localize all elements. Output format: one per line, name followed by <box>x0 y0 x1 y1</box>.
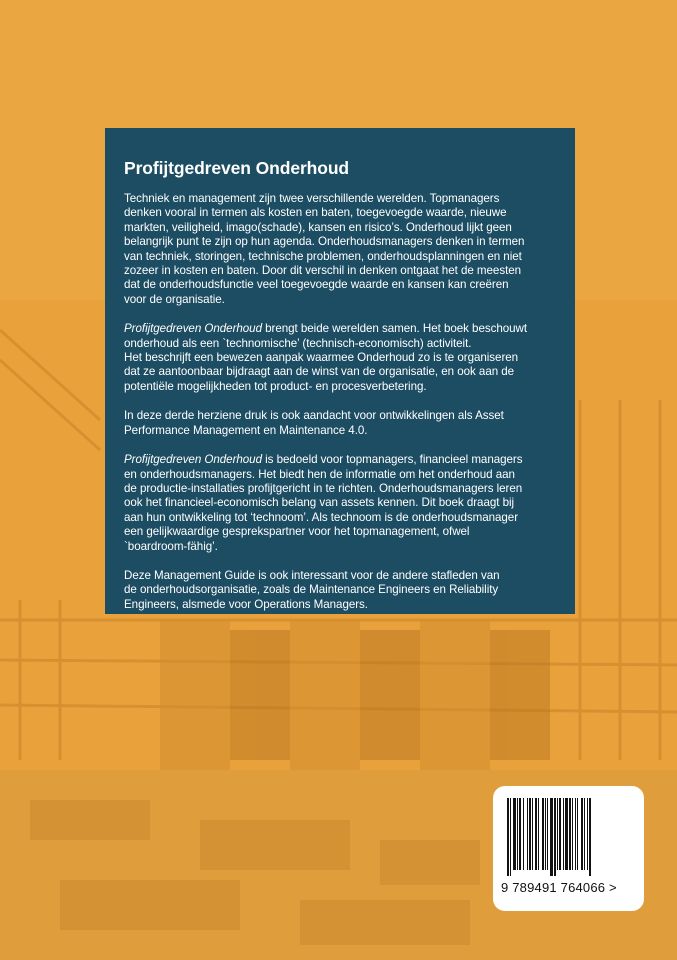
text-line: belangrijk punt te zijn op hun agenda. Onderhoudsmanagers denken in termen <box>124 235 525 249</box>
barcode-bar <box>565 798 568 870</box>
barcode-bars <box>493 786 644 886</box>
isbn-barcode <box>493 786 644 911</box>
isbn-number: 9 789491 764066 > <box>501 880 617 895</box>
text-line: zozeer in kosten en baten. Door dit verschil in denken ontgaat het de meesten <box>124 264 522 278</box>
paragraph-audience <box>124 453 559 554</box>
barcode-bar <box>589 798 591 876</box>
barcode-bar <box>538 798 539 870</box>
barcode-bar <box>532 798 533 870</box>
text-line: de productie-installaties profijtgericht in te richten. Onderhoudsmanagers leren <box>124 481 523 495</box>
barcode-bar <box>529 798 531 870</box>
text-line: van techniek, storingen, technische problemen, onderhoudsplanningen en niet <box>124 249 522 263</box>
book-title: Profijtgedreven Onderhoud <box>124 158 350 178</box>
barcode-bar <box>557 798 558 870</box>
paragraph-intro <box>124 192 559 307</box>
text-line: potentiële mogelijkheden tot product- en procesverbetering. <box>124 379 427 393</box>
italic-book-title: Profijtgedreven Onderhoud <box>124 322 262 336</box>
text-line: Het beschrijft een bewezen aanpak waarmee Onderhoud zo is te organiseren <box>124 351 519 365</box>
barcode-bar <box>554 798 556 876</box>
text-fragment: is bedoeld voor topmanagers, financieel managers <box>261 453 523 467</box>
barcode-bar <box>513 798 516 870</box>
barcode-bar <box>575 798 576 870</box>
text-line: en onderhoudsmanagers. Het biedt hen de informatie om het onderhoud aan <box>124 467 515 481</box>
barcode-bar <box>587 798 588 870</box>
barcode-bar <box>572 798 573 870</box>
text-line: Performance Management en Maintenance 4.0. <box>124 423 368 437</box>
text-line: dat ze aantoonbaar bijdraagt aan de winst van de organisatie, en ook aan de <box>124 365 515 379</box>
barcode-bar <box>545 798 546 870</box>
paragraph-management-guide <box>124 569 559 612</box>
text-line: denken vooral in termen als kosten en baten, toegevoegde waarde, nieuwe <box>124 206 507 220</box>
italic-book-title: Profijtgedreven Onderhoud <box>124 453 262 467</box>
text-line: Engineers, alsmede voor Operations Managers. <box>124 597 368 611</box>
text-line: Deze Management Guide is ook interessant voor de andere stafleden van <box>124 568 500 582</box>
text-line: In deze derde herziene druk is ook aandacht voor ontwikkelingen als Asset <box>124 409 504 423</box>
text-line: voor de organisatie. <box>124 292 225 306</box>
barcode-bar <box>581 798 583 870</box>
text-line: dat de onderhoudsfunctie veel toegevoegde waarde en kansen kan creëren <box>124 278 509 292</box>
barcode-bar <box>542 798 544 870</box>
barcode-bar <box>535 798 537 870</box>
barcode-bar <box>507 798 509 876</box>
text-line: de onderhoudsorganisatie, zoals de Maintenance Engineers en Reliability <box>124 583 499 597</box>
barcode-bar <box>584 798 585 870</box>
barcode-bar <box>563 798 564 870</box>
text-line: markten, veiligheid, imago(schade), kansen en risico’s. Onderhoud lijkt geen <box>124 220 512 234</box>
barcode-bar <box>523 798 524 870</box>
barcode-bar <box>519 798 521 870</box>
text-line: `boardroom-fähig’. <box>124 539 218 553</box>
barcode-bar <box>547 798 548 870</box>
paragraph-edition <box>124 409 559 438</box>
description-panel <box>105 128 575 614</box>
barcode-bar <box>517 798 518 870</box>
text-line: onderhoud als een `technomische’ (technisch-economisch) activiteit. <box>124 336 472 350</box>
barcode-bar <box>569 798 571 870</box>
text-line <box>124 453 559 467</box>
text-fragment: brengt beide werelden samen. Het boek beschouwt <box>261 322 528 336</box>
text-line: ook het financieel-economisch belang van assets kennen. Dit boek draagt bij <box>124 496 515 510</box>
barcode-bar <box>550 798 553 876</box>
barcode-bar <box>559 798 561 870</box>
barcode-bar <box>510 798 511 876</box>
barcode-bar <box>527 798 528 870</box>
text-line: Techniek en management zijn twee verschillende werelden. Topmanagers <box>124 192 500 205</box>
text-line: aan hun ontwikkeling tot ‘technoom’. Als technoom is de onderhoudsmanager <box>124 510 519 524</box>
paragraph-approach <box>124 322 559 394</box>
barcode-bar <box>577 798 578 870</box>
text-line <box>124 322 559 336</box>
text-line: een gelijkwaardige gesprekspartner voor het topmanagement, ofwel <box>124 525 470 539</box>
